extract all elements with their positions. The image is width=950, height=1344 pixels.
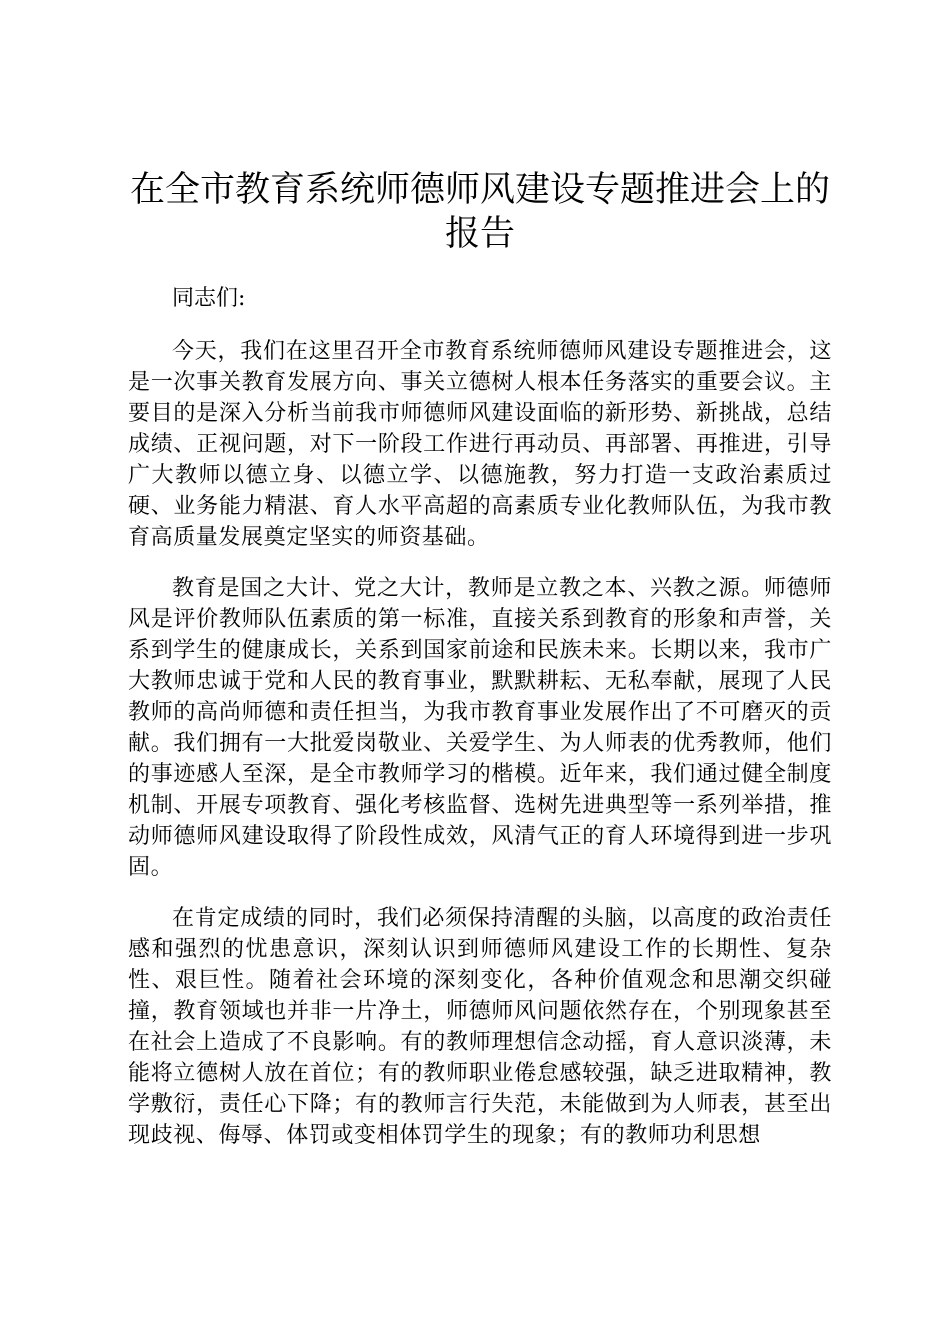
document-body xyxy=(128,168,832,1151)
document-title: 在全市教育系统师德师风建设专题推进会上的报告 xyxy=(129,170,830,254)
paragraph-1: 今天，我们在这里召开全市教育系统师德师风建设专题推进会，这是一次事关教育发展方向、事关立德树人根本任务落实的重要会议。主要目的是深入分析当前我市师德师风建设面临的新形势、新挑战，总结成绩、正视问题，对下一阶段工作进行再动员、再部署、再推进，引导广大教师以德立身、以德立学、以德施教，努力打造一支政治素质过硬、业务能力精湛、育人水平高超的高素质专业化教师队伍，为我市教育高质量发展奠定坚实的师资基础。 xyxy=(128,339,832,550)
paragraph-2: 教育是国之大计、党之大计，教师是立教之本、兴教之源。师德师风是评价教师队伍素质的第一标准，直接关系到教育的形象和声誉，关系到学生的健康成长，关系到国家前途和民族未来。长期以来，我市广大教师忠诚于党和人民的教育事业，默默耕耘、无私奉献，展现了人民教师的高尚师德和责任担当，为我市教育事业发展作出了不可磨灭的贡献。我们拥有一大批爱岗敬业、关爱学生、为人师表的优秀教师，他们的事迹感人至深，是全市教师学习的楷模。近年来，我们通过健全制度机制、开展专项教育、强化考核监督、选树先进典型等一系列举措，推动师德师风建设取得了阶段性成效，风清气正的育人环境得到进一步巩固。 xyxy=(128,576,832,880)
greeting: 同志们: xyxy=(172,286,246,311)
paragraph-3: 在肯定成绩的同时，我们必须保持清醒的头脑，以高度的政治责任感和强烈的忧患意识，深刻认识到师德师风建设工作的长期性、复杂性、艰巨性。随着社会环境的深刻变化，各种价值观念和思潮交织碰撞，教育领域也并非一片净土，师德师风问题依然存在，个别现象甚至在社会上造成了不良影响。有的教师理想信念动摇，育人意识淡薄，未能将立德树人放在首位；有的教师职业倦怠感较强，缺乏进取精神，教学敷衍，责任心下降；有的教师言行失范，未能做到为人师表，甚至出现歧视、侮辱、体罚或变相体罚学生的现象；有的教师功利思想 xyxy=(128,906,832,1148)
